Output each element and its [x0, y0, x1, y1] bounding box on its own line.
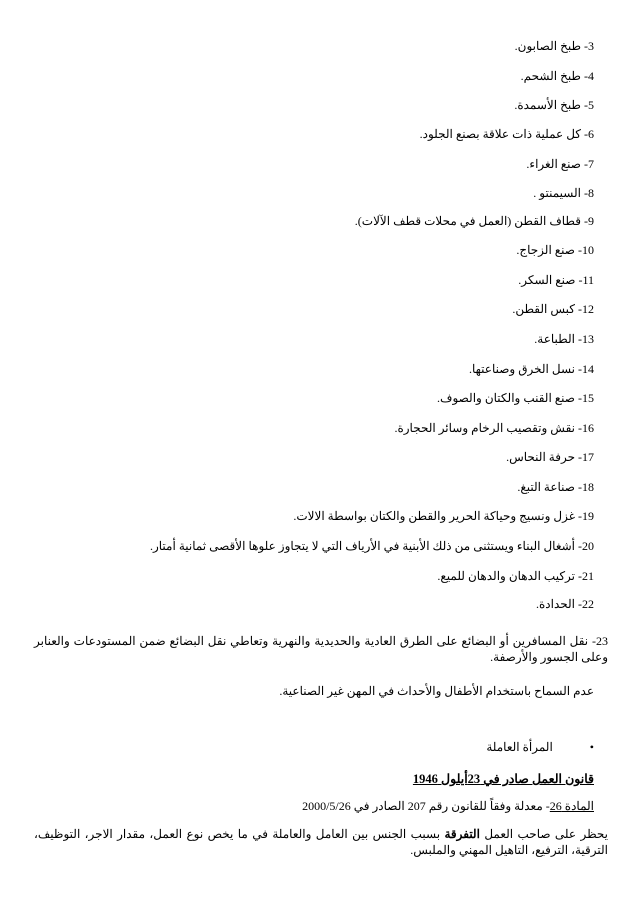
final-paragraph-bold: التفرقة — [444, 827, 480, 841]
list-item-number: 15- — [578, 391, 594, 405]
list-item-text: صناعة التبغ. — [517, 480, 575, 494]
list-item-number: 23- — [592, 634, 608, 648]
list-item-text: طبخ الأسمدة. — [514, 98, 581, 112]
list-item-text: صنع القنب والكتان والصوف. — [437, 391, 575, 405]
list-item-number: 17- — [578, 450, 594, 464]
list-item-number: 13- — [578, 332, 594, 346]
list-item-number: 20- — [578, 539, 594, 553]
list-item-number: 8- — [584, 186, 594, 200]
list-item-text: غزل ونسيج وحياكة الحرير والقطن والكتان بواسطة الالات. — [293, 509, 575, 523]
final-paragraph-part1: يحظر على صاحب العمل — [479, 827, 608, 841]
list-item — [518, 272, 594, 288]
list-item — [394, 420, 594, 436]
list-item — [526, 156, 594, 172]
law-title: قانون العمل صادر في 23أيلول 1946 — [412, 772, 594, 786]
list-item — [517, 479, 594, 495]
list-item — [533, 185, 594, 201]
list-item-number: 11- — [578, 273, 594, 287]
list-item — [536, 596, 594, 612]
list-item-number: 12- — [578, 302, 594, 316]
list-item-text: كل عملية ذات علاقة بصنع الجلود. — [419, 127, 581, 141]
list-item-number: 19- — [578, 509, 594, 523]
final-paragraph-part2: بسبب الجنس بين العامل والعاملة في ما يخص نوع العمل، مقدار الاجر، التوظيف، الترقية، الترفيع، التاهيل المهني والملبس. — [34, 827, 608, 857]
list-item-number: 18- — [578, 480, 594, 494]
list-item-number: 14- — [578, 362, 594, 376]
list-item — [534, 331, 594, 347]
article-text: - معدلة وفقاً للقانون رقم 207 الصادر في 2000/5/26 — [302, 799, 550, 813]
list-item-number: 16- — [578, 421, 594, 435]
list-item — [437, 390, 594, 406]
list-item-text: حرفة النحاس. — [506, 450, 575, 464]
article-label: المادة 26 — [549, 799, 594, 813]
list-item — [469, 361, 594, 377]
list-item — [150, 538, 594, 554]
list-item — [515, 38, 594, 54]
list-item — [437, 568, 594, 584]
final-paragraph — [34, 826, 608, 858]
list-item-text: قطاف القطن (العمل في محلات قطف الآلات). — [354, 214, 581, 228]
list-item-number: 6- — [584, 127, 594, 141]
article-line — [302, 798, 594, 814]
list-item-number: 21- — [578, 569, 594, 583]
section-heading — [486, 739, 594, 755]
list-item-text: صنع السكر. — [518, 273, 576, 287]
list-item-text: الطباعة. — [534, 332, 575, 346]
list-item-number: 7- — [584, 157, 594, 171]
list-item — [506, 449, 594, 465]
list-item — [514, 97, 594, 113]
list-item-number: 10- — [578, 243, 594, 257]
list-item-text: طبخ الشحم. — [520, 69, 581, 83]
list-item-text: نقل المسافرين أو البضائع على الطرق العادية والحديدية والنهرية وتعاطي نقل البضائع ضمن المستودعات والعنابر وعلى الجسور والأرصفة. — [34, 634, 608, 664]
list-item-number: 4- — [584, 69, 594, 83]
bullet-icon: • — [589, 740, 594, 754]
list-item-text: نقش وتقصيب الرخام وسائر الحجارة. — [394, 421, 575, 435]
list-item-text: نسل الخرق وصناعتها. — [468, 362, 575, 376]
list-item-text: طبخ الصابون. — [514, 39, 581, 53]
list-item-23 — [34, 633, 608, 665]
list-item — [355, 213, 594, 229]
list-item-text: كبس القطن. — [512, 302, 575, 316]
list-item — [512, 301, 594, 317]
list-item-number: 22- — [578, 597, 594, 611]
prohibition-text: عدم السماح باستخدام الأطفال والأحداث في المهن غير الصناعية. — [279, 684, 594, 698]
section-title: المرأة العاملة — [486, 740, 553, 754]
list-item — [293, 508, 594, 524]
list-item — [420, 126, 594, 142]
list-item-text: صنع الزجاج. — [516, 243, 575, 257]
list-item-text: تركيب الدهان والدهان للميع. — [437, 569, 575, 583]
list-item-number: 5- — [584, 98, 594, 112]
list-item — [521, 68, 594, 84]
list-item-number: 9- — [584, 214, 594, 228]
list-item-text: صنع الغراء. — [526, 157, 581, 171]
list-item-number: 3- — [584, 39, 594, 53]
list-item-text: الحدادة. — [536, 597, 575, 611]
list-item-text: أشغال البناء ويستثنى من ذلك الأبنية في الأرياف التي لا يتجاوز علوها الأقصى ثمانية أمتار. — [149, 539, 575, 553]
list-item — [516, 242, 594, 258]
list-item-text: السيمنتو . — [533, 186, 581, 200]
